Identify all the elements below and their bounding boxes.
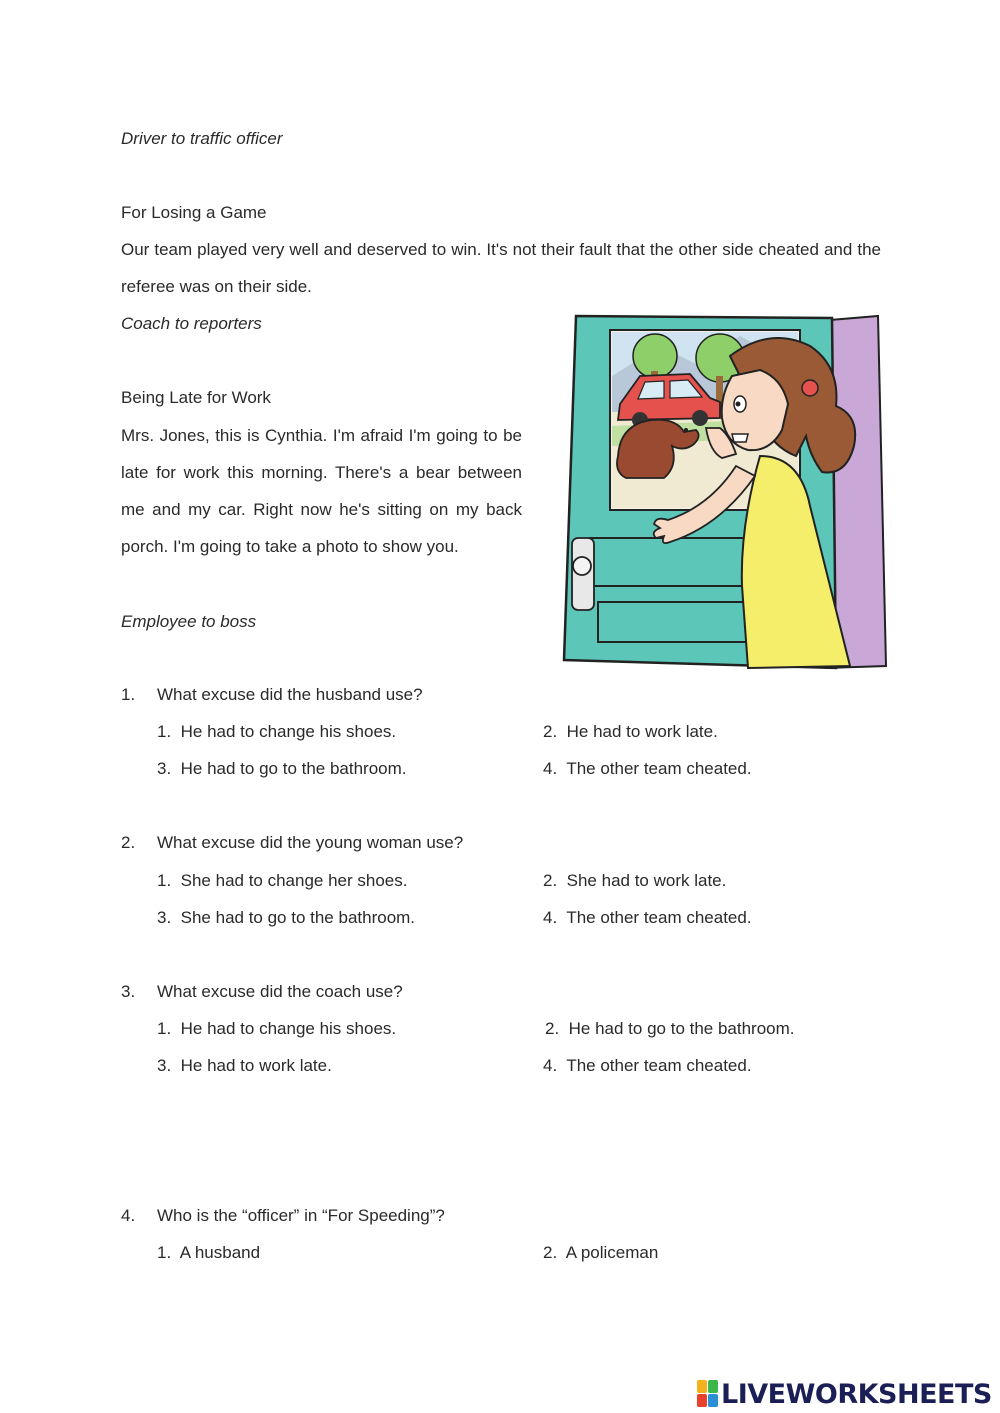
option-4[interactable]: 4. The other team cheated.	[543, 759, 752, 778]
option-1[interactable]: 1. He had to change his shoes.	[157, 1019, 397, 1038]
option-4[interactable]: 4. The other team cheated.	[543, 1056, 752, 1075]
woman-at-door-illustration	[560, 306, 890, 672]
woman-at-door-with-bear-illustration	[560, 306, 890, 672]
option-1[interactable]: 1. He had to change his shoes.	[157, 722, 397, 741]
option-1[interactable]: 1. She had to change her shoes.	[157, 871, 408, 890]
late-title: Being Late for Work	[121, 388, 271, 407]
option-2[interactable]: 2. He had to go to the bathroom.	[545, 1019, 795, 1038]
option-2[interactable]: 2. A policeman	[543, 1243, 659, 1262]
liveworksheets-logo-icon	[697, 1380, 719, 1408]
losing-attribution: Coach to reporters	[121, 314, 262, 333]
losing-title: For Losing a Game	[121, 203, 267, 222]
question-number: 3.	[121, 982, 136, 1001]
liveworksheets-logo[interactable]	[697, 1377, 992, 1411]
losing-text: Our team played very well and deserved to win. It's not their fault that the other side cheated and the referee was on their side.	[121, 240, 881, 296]
speeding-attribution: Driver to traffic officer	[121, 129, 283, 148]
question-number: 1.	[121, 685, 136, 704]
option-3[interactable]: 3. He had to go to the bathroom.	[157, 759, 407, 778]
question-number: 2.	[121, 833, 136, 852]
option-3[interactable]: 3. She had to go to the bathroom.	[157, 908, 416, 927]
option-3[interactable]: 3. He had to work late.	[157, 1056, 332, 1075]
logo-text: LIVEWORKSHEETS	[721, 1378, 992, 1410]
late-text: Mrs. Jones, this is Cynthia. I'm afraid I'm going to be late for work this morning. There's a bear between me and my car. Right now he's sitting on my back porch. I'm going to take a photo to show you.	[121, 426, 522, 556]
question-text: What excuse did the husband use?	[157, 685, 423, 704]
question-text: What excuse did the coach use?	[157, 982, 403, 1001]
late-attribution: Employee to boss	[121, 612, 257, 631]
question-text: What excuse did the young woman use?	[157, 833, 464, 852]
question-text: Who is the “officer” in “For Speeding”?	[157, 1206, 445, 1225]
option-4[interactable]: 4. The other team cheated.	[543, 908, 752, 927]
option-2[interactable]: 2. She had to work late.	[543, 871, 727, 890]
option-2[interactable]: 2. He had to work late.	[543, 722, 718, 741]
option-1[interactable]: 1. A husband	[157, 1243, 261, 1262]
question-number: 4.	[121, 1206, 136, 1225]
